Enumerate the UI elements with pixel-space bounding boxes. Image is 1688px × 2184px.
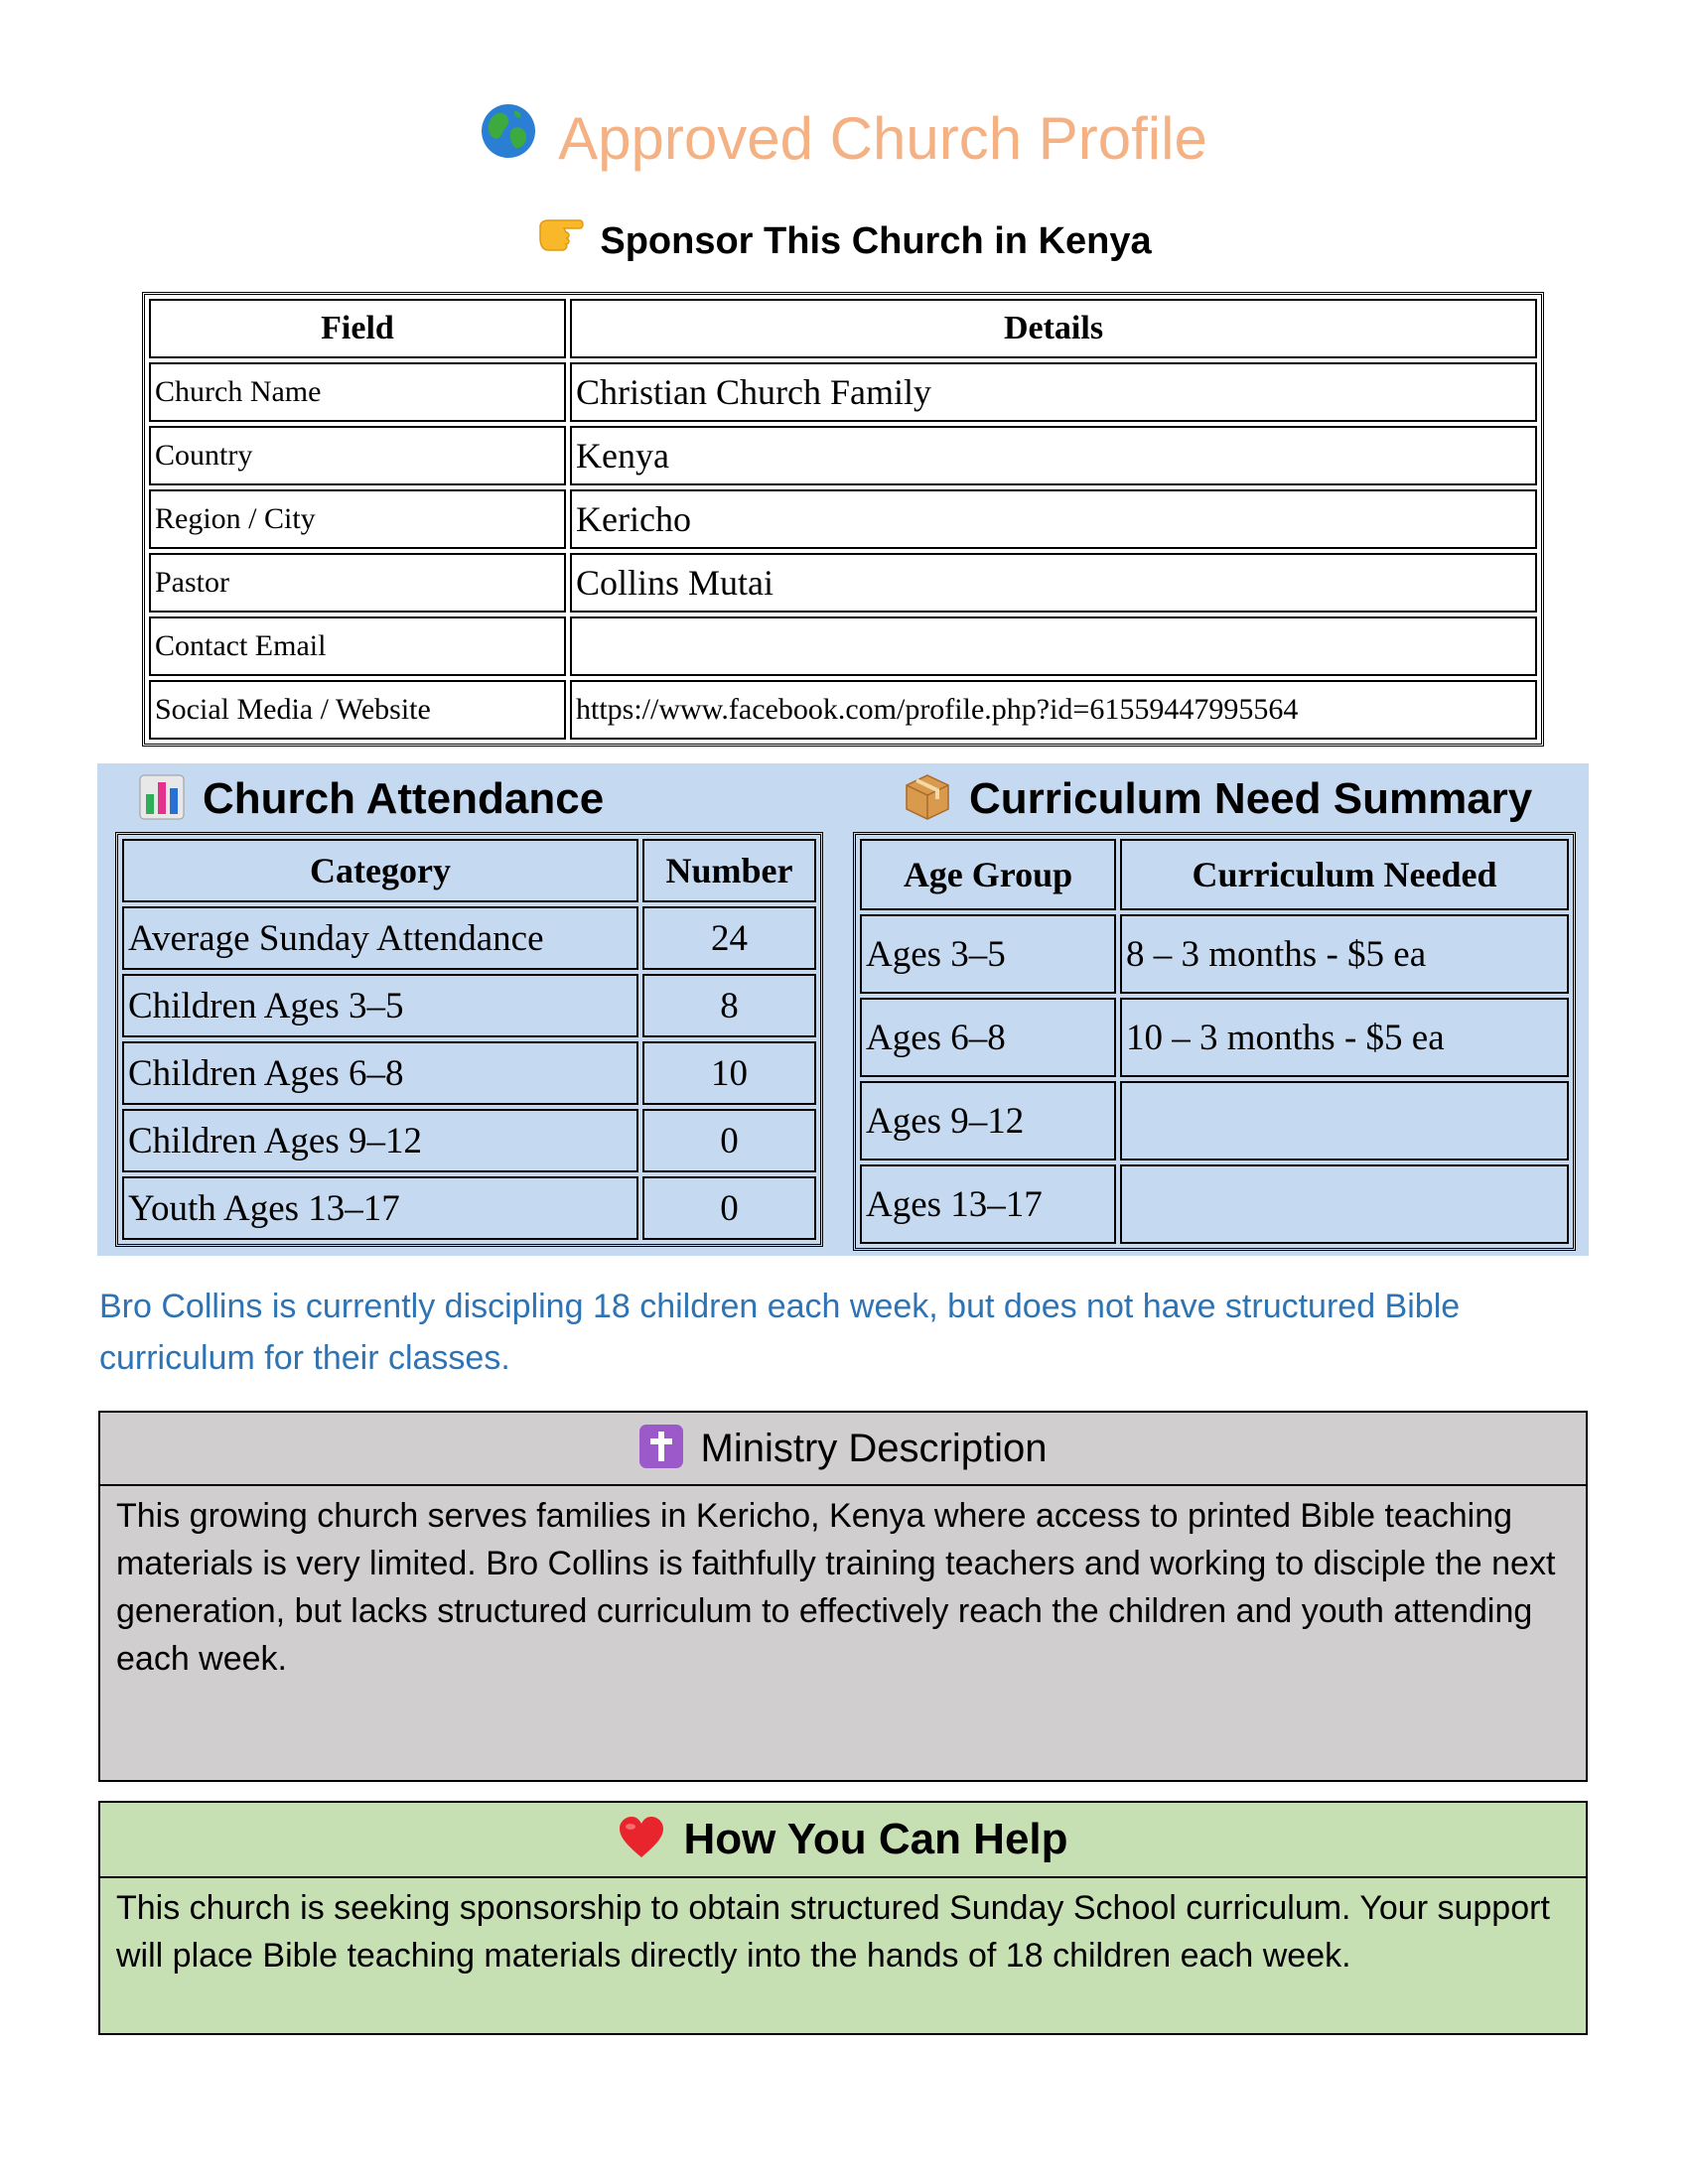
help-heading — [100, 1803, 1586, 1878]
package-icon — [904, 773, 951, 821]
needed-cell — [1120, 1164, 1569, 1244]
number-cell: 0 — [642, 1109, 816, 1172]
table-row — [122, 1041, 816, 1105]
curriculum-heading — [904, 769, 1532, 829]
pointing-hand-icon — [536, 212, 586, 268]
field-label: Church Name — [149, 362, 566, 422]
table-header-row — [122, 839, 816, 902]
table-row — [860, 998, 1569, 1077]
table-header-row — [149, 299, 1537, 358]
curriculum-table — [853, 832, 1576, 1251]
number-cell: 10 — [642, 1041, 816, 1105]
how-you-can-help-box — [98, 1801, 1588, 2035]
column-header-number: Number — [642, 839, 816, 902]
heart-icon — [618, 1816, 665, 1859]
page-subtitle — [0, 213, 1688, 269]
column-header-category: Category — [122, 839, 638, 902]
needed-cell — [1120, 1081, 1569, 1160]
field-label: Social Media / Website — [149, 680, 566, 740]
column-header-field: Field — [149, 299, 566, 358]
field-value: Christian Church Family — [570, 362, 1537, 422]
attendance-heading-text: Church Attendance — [203, 774, 605, 823]
table-header-row — [860, 839, 1569, 910]
bar-chart-icon — [139, 774, 185, 820]
table-row — [122, 974, 816, 1037]
help-body: This church is seeking sponsorship to obtain structured Sunday School curriculum. Your support will place Bible teaching materials directly into the hands of 18 children each week. — [116, 1889, 1550, 1975]
website-link[interactable]: https://www.facebook.com/profile.php?id=61559447995564 — [570, 680, 1537, 740]
ministry-body: This growing church serves families in Kericho, Kenya where access to printed Bible teaching materials is very limited. Bro Collins is faithfully training teachers and working to disciple the next generation, but lacks structured curriculum to effectively reach the children and youth attending each week. — [116, 1497, 1556, 1678]
table-row — [149, 616, 1537, 676]
category-cell: Children Ages 3–5 — [122, 974, 638, 1037]
column-header-curriculum-needed: Curriculum Needed — [1120, 839, 1569, 910]
field-label: Region / City — [149, 489, 566, 549]
age-group-cell: Ages 9–12 — [860, 1081, 1116, 1160]
ministry-heading — [100, 1413, 1586, 1486]
attendance-table — [115, 832, 823, 1247]
table-row — [860, 914, 1569, 994]
table-row — [860, 1081, 1569, 1160]
field-value: Kenya — [570, 426, 1537, 485]
category-cell: Children Ages 6–8 — [122, 1041, 638, 1105]
discipleship-note: Bro Collins is currently discipling 18 children each week, but does not have structured Bible curriculum for their classes. — [99, 1288, 1461, 1377]
cross-icon — [639, 1425, 683, 1468]
ministry-heading-text: Ministry Description — [700, 1427, 1048, 1470]
category-cell: Children Ages 9–12 — [122, 1109, 638, 1172]
column-header-details: Details — [570, 299, 1537, 358]
number-cell: 24 — [642, 906, 816, 970]
table-row — [860, 1164, 1569, 1244]
category-cell: Average Sunday Attendance — [122, 906, 638, 970]
table-row — [149, 426, 1537, 485]
ministry-description-box — [98, 1411, 1588, 1782]
needed-cell: 10 – 3 months - $5 ea — [1120, 998, 1569, 1077]
field-label: Pastor — [149, 553, 566, 613]
field-label: Contact Email — [149, 616, 566, 676]
field-value: Kericho — [570, 489, 1537, 549]
page-title — [0, 99, 1688, 179]
church-profile-table — [142, 292, 1544, 747]
field-value — [570, 616, 1537, 676]
needed-cell: 8 – 3 months - $5 ea — [1120, 914, 1569, 994]
attendance-heading — [139, 769, 604, 829]
table-row — [149, 489, 1537, 549]
help-heading-text: How You Can Help — [683, 1815, 1068, 1863]
age-group-cell: Ages 3–5 — [860, 914, 1116, 994]
table-row — [149, 362, 1537, 422]
title-text: Approved Church Profile — [558, 105, 1207, 172]
age-group-cell: Ages 13–17 — [860, 1164, 1116, 1244]
globe-icon — [481, 99, 536, 179]
number-cell: 0 — [642, 1176, 816, 1240]
table-row — [149, 680, 1537, 740]
number-cell: 8 — [642, 974, 816, 1037]
table-row — [122, 906, 816, 970]
curriculum-heading-text: Curriculum Need Summary — [969, 774, 1533, 823]
column-header-age-group: Age Group — [860, 839, 1116, 910]
table-row — [122, 1176, 816, 1240]
category-cell: Youth Ages 13–17 — [122, 1176, 638, 1240]
field-label: Country — [149, 426, 566, 485]
field-value: Collins Mutai — [570, 553, 1537, 613]
subtitle-text: Sponsor This Church in Kenya — [600, 220, 1152, 262]
table-row — [149, 553, 1537, 613]
age-group-cell: Ages 6–8 — [860, 998, 1116, 1077]
table-row — [122, 1109, 816, 1172]
